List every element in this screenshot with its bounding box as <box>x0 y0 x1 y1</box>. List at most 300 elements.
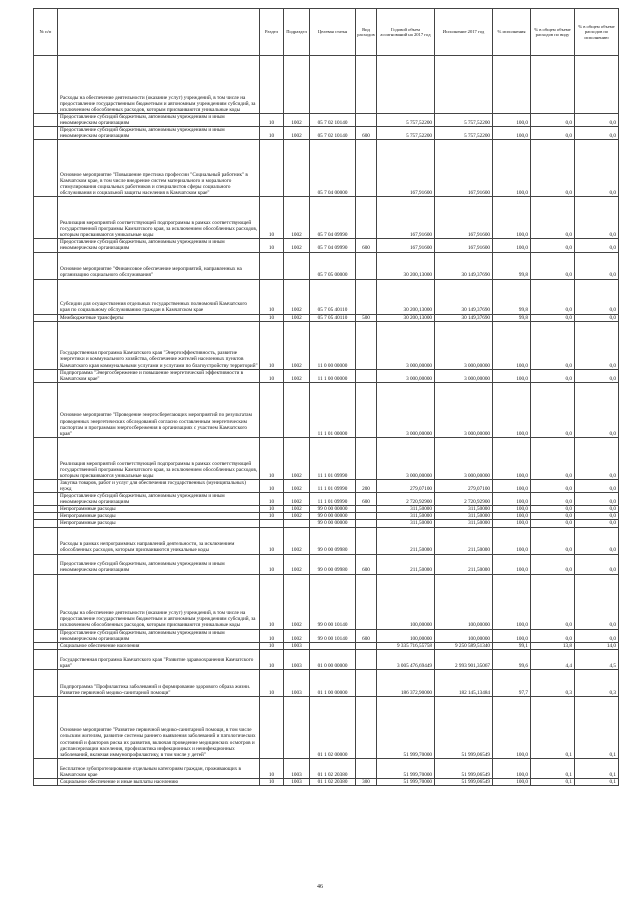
row-executed: 3 000,00000 <box>435 382 493 437</box>
table-row <box>34 778 619 785</box>
row-num <box>34 669 58 696</box>
row-razdel <box>260 520 284 527</box>
row-planned: 167,91600 <box>377 197 435 239</box>
row-share-exec: 0,1 <box>575 778 619 785</box>
row-share-type: 0,0 <box>531 493 575 506</box>
row-razdel: 10 <box>260 642 284 649</box>
row-share-exec: 0,0 <box>575 629 619 642</box>
row-share-type <box>531 56 575 114</box>
table-row <box>34 114 619 127</box>
header-share-exec: % в общем объеме расходов по исполнению <box>575 9 619 56</box>
row-share-exec: 0,3 <box>575 669 619 696</box>
row-expense-type <box>356 642 377 649</box>
row-target-article: 11 1 01 00000 <box>310 382 356 437</box>
row-executed: 279,07100 <box>435 479 493 492</box>
row-percent: 100,0 <box>493 239 531 252</box>
row-share-type: 0,0 <box>531 554 575 574</box>
table-row <box>34 513 619 520</box>
row-target-article: 05 7 04 00000 <box>310 140 356 197</box>
row-name: Непрограммные расходы <box>58 506 260 513</box>
row-name: Предоставление субсидий бюджетным, автономным учреждениям и иным некоммерческим организациям <box>58 127 260 140</box>
row-num <box>34 56 58 114</box>
row-razdel: 10 <box>260 574 284 629</box>
row-num <box>34 554 58 574</box>
row-executed: 311,50000 <box>435 506 493 513</box>
row-executed: 3 000,00000 <box>435 369 493 382</box>
header-executed: Исполнение 2017 год <box>435 9 493 56</box>
row-percent: 100,0 <box>493 778 531 785</box>
row-name: Социальное обеспечение и иные выплаты населению <box>58 778 260 785</box>
row-share-exec: 0,0 <box>575 506 619 513</box>
row-executed: 100,00000 <box>435 574 493 629</box>
row-share-exec: 0,0 <box>575 493 619 506</box>
row-executed: 9 250 589,51340 <box>435 642 493 649</box>
row-planned: 3 000,00000 <box>377 437 435 479</box>
row-share-exec: 0,0 <box>575 314 619 321</box>
row-share-exec: 0,0 <box>575 369 619 382</box>
row-name: Непрограммные расходы <box>58 513 260 520</box>
row-razdel: 10 <box>260 758 284 778</box>
row-razdel: 10 <box>260 669 284 696</box>
table-row <box>34 239 619 252</box>
table-header-row <box>34 9 619 56</box>
row-share-type: 0,1 <box>531 778 575 785</box>
row-executed: 51 999,06549 <box>435 696 493 758</box>
table-row <box>34 437 619 479</box>
row-share-exec: 0,0 <box>575 252 619 279</box>
row-share-type: 0,0 <box>531 479 575 492</box>
row-planned: 186 372,90000 <box>377 669 435 696</box>
row-name: Предоставление субсидий бюджетным, автономным учреждениям и иным некоммерческим организациям <box>58 114 260 127</box>
row-razdel: 10 <box>260 629 284 642</box>
table-row <box>34 382 619 437</box>
row-num <box>34 758 58 778</box>
row-num <box>34 382 58 437</box>
row-executed: 100,00000 <box>435 629 493 642</box>
row-planned: 167,91600 <box>377 140 435 197</box>
row-name: Предоставление субсидий бюджетным, автономным учреждениям и иным некоммерческим организациям <box>58 239 260 252</box>
row-name: Закупка товаров, работ и услуг для обеспечения государственных (муниципальных) нужд <box>58 479 260 492</box>
row-razdel: 10 <box>260 197 284 239</box>
row-podrazdel: 1002 <box>284 506 310 513</box>
row-target-article: 11 1 01 09990 <box>310 437 356 479</box>
row-podrazdel: 1003 <box>284 642 310 649</box>
row-expense-type <box>356 437 377 479</box>
row-name: Субсидии для осуществления отдельных государственных полномочий Камчатского края по социальному обслуживанию граждан в Камчатском крае <box>58 279 260 314</box>
row-num <box>34 642 58 649</box>
table-row <box>34 56 619 114</box>
row-podrazdel: 1002 <box>284 493 310 506</box>
row-num <box>34 279 58 314</box>
row-razdel: 10 <box>260 279 284 314</box>
row-expense-type <box>356 758 377 778</box>
row-podrazdel: 1003 <box>284 649 310 669</box>
row-name: Основное мероприятие "Развитие первичной медико-санитарной помощи, в том числе сельским жителям, развитие системы раннего выявления заболеваний и патологических состояний и факторов риска их развития, включая проведение медицинских осмотров и диспансеризации населения, профилактика инфекционных и неинфекционных заболеваний, включая иммунопрофилактику, в том числе у детей" <box>58 696 260 758</box>
row-planned: 51 999,70000 <box>377 696 435 758</box>
row-executed: 5 757,52200 <box>435 127 493 140</box>
header-razdel: Раздел <box>260 9 284 56</box>
row-percent: 100,0 <box>493 479 531 492</box>
row-razdel <box>260 382 284 437</box>
row-num <box>34 696 58 758</box>
row-planned: 51 999,70000 <box>377 758 435 778</box>
row-share-exec: 0,1 <box>575 696 619 758</box>
row-percent: 100,0 <box>493 758 531 778</box>
row-share-type: 0,0 <box>531 279 575 314</box>
row-target-article: 11 0 00 00000 <box>310 321 356 369</box>
row-num <box>34 778 58 785</box>
row-podrazdel: 1002 <box>284 197 310 239</box>
row-percent: 100,0 <box>493 197 531 239</box>
row-share-type: 0,0 <box>531 252 575 279</box>
row-podrazdel: 1003 <box>284 669 310 696</box>
row-executed: 51 999,06549 <box>435 778 493 785</box>
row-percent: 100,0 <box>493 493 531 506</box>
row-planned: 30 200,13000 <box>377 252 435 279</box>
row-share-exec: 0,1 <box>575 758 619 778</box>
row-percent: 99,8 <box>493 252 531 279</box>
row-share-exec: 0,0 <box>575 527 619 554</box>
row-num <box>34 649 58 669</box>
row-razdel: 10 <box>260 778 284 785</box>
row-share-exec: 0,0 <box>575 437 619 479</box>
row-share-type: 0,1 <box>531 696 575 758</box>
row-num <box>34 520 58 527</box>
row-name: Государственная программа Камчатского края "Энергоэффективность, развитие энергетики и коммунального хозяйства, обеспечение жителей населенных пунктов Камчатского края коммунальными услугами и услугами по благоустройству территорий" <box>58 321 260 369</box>
row-share-exec: 0,0 <box>575 513 619 520</box>
row-podrazdel <box>284 696 310 758</box>
row-num <box>34 369 58 382</box>
row-share-exec: 0,0 <box>575 382 619 437</box>
row-percent: 100,0 <box>493 513 531 520</box>
row-name: Расходы на обеспечение деятельности (оказание услуг) учреждений, в том числе на предоставление государственным бюджетным и автономным учреждениям субсидий, за исключением обособленных расходов, которым присваиваются уникальные коды <box>58 574 260 629</box>
row-podrazdel: 1002 <box>284 369 310 382</box>
row-num <box>34 437 58 479</box>
row-expense-type <box>356 140 377 197</box>
row-razdel: 10 <box>260 493 284 506</box>
row-name: Реализация мероприятий соответствующей подпрограммы в рамках соответствующей государственной программы Камчатского края, за исключением обособленных расходов, которым присваиваются уникальные коды <box>58 197 260 239</box>
row-name: Основное мероприятие "Повышение престижа профессии "Социальный работник" в Камчатском крае, в том числе внедрение систем материального и морального стимулирования социальных работников и специалистов сферы социального обслуживания и социальной защиты населения в Камчатском крае" <box>58 140 260 197</box>
row-razdel: 10 <box>260 479 284 492</box>
row-target-article: 99 0 00 00000 <box>310 520 356 527</box>
row-expense-type <box>356 382 377 437</box>
row-planned: 30 200,13000 <box>377 314 435 321</box>
row-share-type: 0,0 <box>531 197 575 239</box>
row-razdel: 10 <box>260 369 284 382</box>
table-row <box>34 252 619 279</box>
row-target-article: 01 1 02 00000 <box>310 696 356 758</box>
row-percent: 99,8 <box>493 279 531 314</box>
row-percent: 100,0 <box>493 369 531 382</box>
row-razdel: 10 <box>260 513 284 520</box>
row-target-article: 05 7 04 09990 <box>310 197 356 239</box>
row-share-type: 0,0 <box>531 574 575 629</box>
table-row <box>34 696 619 758</box>
row-executed: 5 757,52200 <box>435 114 493 127</box>
table-row <box>34 629 619 642</box>
row-target-article: 01 0 00 00000 <box>310 649 356 669</box>
row-razdel: 10 <box>260 114 284 127</box>
row-share-type: 13,8 <box>531 642 575 649</box>
row-num <box>34 127 58 140</box>
row-share-exec: 0,0 <box>575 114 619 127</box>
row-share-exec: 0,0 <box>575 279 619 314</box>
budget-report-sheet <box>33 8 618 786</box>
row-executed: 3 000,00000 <box>435 321 493 369</box>
row-target-article: 11 1 01 09990 <box>310 479 356 492</box>
row-share-exec <box>575 56 619 114</box>
header-expense-type: Вид расходов <box>356 9 377 56</box>
row-razdel: 10 <box>260 314 284 321</box>
row-podrazdel <box>284 140 310 197</box>
row-name: Бесплатное зубопротезирование отдельным категориям граждан, проживающих в Камчатском крае <box>58 758 260 778</box>
row-planned: 51 999,70000 <box>377 778 435 785</box>
row-target-article: 99 0 00 00000 <box>310 513 356 520</box>
row-target-article: 99 0 00 10140 <box>310 574 356 629</box>
row-target-article: 01 1 02 20380 <box>310 778 356 785</box>
row-num <box>34 513 58 520</box>
row-podrazdel: 1002 <box>284 279 310 314</box>
table-row <box>34 642 619 649</box>
row-podrazdel: 1002 <box>284 114 310 127</box>
row-expense-type <box>356 669 377 696</box>
row-executed: 182 145,13484 <box>435 669 493 696</box>
header-share-type: % в общем объеме расходов по виду <box>531 9 575 56</box>
row-name: Подпрограмма "Профилактика заболеваний и формирование здорового образа жизни. Развитие первичной медико-санитарной помощи" <box>58 669 260 696</box>
row-expense-type <box>356 506 377 513</box>
row-planned: 167,91600 <box>377 239 435 252</box>
row-num <box>34 493 58 506</box>
row-razdel: 10 <box>260 649 284 669</box>
row-expense-type: 600 <box>356 127 377 140</box>
row-share-type: 0,0 <box>531 321 575 369</box>
table-row <box>34 479 619 492</box>
row-planned: 3 005 476,69449 <box>377 649 435 669</box>
header-planned: Годовой объем ассигнований на 2017 год <box>377 9 435 56</box>
row-razdel: 10 <box>260 554 284 574</box>
row-percent: 100,0 <box>493 114 531 127</box>
row-executed: 167,91600 <box>435 239 493 252</box>
row-percent: 100,0 <box>493 554 531 574</box>
row-planned: 3 000,00000 <box>377 321 435 369</box>
row-share-type: 0,1 <box>531 758 575 778</box>
row-planned: 100,00000 <box>377 574 435 629</box>
row-share-type: 0,0 <box>531 520 575 527</box>
row-planned: 311,50000 <box>377 520 435 527</box>
row-share-type: 0,0 <box>531 437 575 479</box>
row-name: Расходы на обеспечение деятельности (оказание услуг) учреждений, в том числе на предоставление государственным бюджетным и автономным учреждениям субсидий, за исключением обособленных расходов, которым присваиваются уникальные коды <box>58 56 260 114</box>
row-num <box>34 114 58 127</box>
row-percent: 100,0 <box>493 629 531 642</box>
row-executed: 2 720,92900 <box>435 493 493 506</box>
row-percent: 100,0 <box>493 127 531 140</box>
row-share-type: 0,0 <box>531 513 575 520</box>
row-podrazdel: 1002 <box>284 527 310 554</box>
row-expense-type <box>356 369 377 382</box>
row-share-exec: 0,0 <box>575 127 619 140</box>
row-expense-type <box>356 56 377 114</box>
header-podrazdel: Подраздел <box>284 9 310 56</box>
row-target-article <box>310 56 356 114</box>
row-share-type: 0,0 <box>531 140 575 197</box>
table-row <box>34 527 619 554</box>
row-share-exec: 0,0 <box>575 321 619 369</box>
row-name: Основное мероприятие "Финансовое обеспечение мероприятий, направленных на организацию социального обслуживания" <box>58 252 260 279</box>
row-planned: 279,07100 <box>377 479 435 492</box>
row-planned: 211,50000 <box>377 554 435 574</box>
row-num <box>34 506 58 513</box>
row-executed: 30 149,37690 <box>435 279 493 314</box>
row-expense-type <box>356 520 377 527</box>
row-num <box>34 140 58 197</box>
row-executed: 211,50000 <box>435 527 493 554</box>
row-expense-type <box>356 649 377 669</box>
table-row <box>34 554 619 574</box>
row-executed: 2 993 901,35067 <box>435 649 493 669</box>
row-share-type: 0,0 <box>531 369 575 382</box>
row-expense-type: 600 <box>356 554 377 574</box>
row-razdel: 10 <box>260 437 284 479</box>
row-target-article: 99 0 00 10140 <box>310 629 356 642</box>
row-percent: 100,0 <box>493 527 531 554</box>
row-podrazdel: 1002 <box>284 574 310 629</box>
row-num <box>34 197 58 239</box>
row-podrazdel: 1002 <box>284 629 310 642</box>
row-executed: 51 999,06549 <box>435 758 493 778</box>
row-share-type: 0,0 <box>531 314 575 321</box>
table-row <box>34 574 619 629</box>
row-planned: 30 200,13000 <box>377 279 435 314</box>
row-expense-type <box>356 527 377 554</box>
row-num <box>34 314 58 321</box>
table-row <box>34 197 619 239</box>
row-razdel <box>260 56 284 114</box>
row-executed: 30 149,37690 <box>435 314 493 321</box>
header-percent: % исполнения <box>493 9 531 56</box>
row-razdel <box>260 140 284 197</box>
row-expense-type: 600 <box>356 239 377 252</box>
row-target-article <box>310 642 356 649</box>
row-razdel: 10 <box>260 321 284 369</box>
row-num <box>34 239 58 252</box>
table-row <box>34 314 619 321</box>
row-percent: 99,8 <box>493 314 531 321</box>
row-percent: 100,0 <box>493 696 531 758</box>
row-share-exec: 0,0 <box>575 197 619 239</box>
row-share-exec: 0,0 <box>575 574 619 629</box>
row-razdel: 10 <box>260 239 284 252</box>
row-name: Социальное обеспечение населения <box>58 642 260 649</box>
row-name: Межбюджетные трансферты <box>58 314 260 321</box>
row-expense-type: 200 <box>356 479 377 492</box>
row-planned: 311,50000 <box>377 513 435 520</box>
row-share-type: 0,0 <box>531 127 575 140</box>
row-name: Государственная программа Камчатского края "Развитие здравоохранения Камчатского края" <box>58 649 260 669</box>
row-share-type: 0,0 <box>531 506 575 513</box>
row-target-article: 05 7 02 10140 <box>310 127 356 140</box>
row-executed: 211,50000 <box>435 554 493 574</box>
row-podrazdel <box>284 56 310 114</box>
row-planned: 3 000,00000 <box>377 369 435 382</box>
row-expense-type <box>356 279 377 314</box>
table-row <box>34 649 619 669</box>
row-target-article: 99 0 00 09980 <box>310 554 356 574</box>
row-target-article: 11 1 01 09990 <box>310 493 356 506</box>
table-row <box>34 669 619 696</box>
row-share-exec: 4,5 <box>575 649 619 669</box>
row-percent: 100,0 <box>493 382 531 437</box>
row-podrazdel: 1003 <box>284 758 310 778</box>
row-share-type: 0,3 <box>531 669 575 696</box>
row-num <box>34 629 58 642</box>
row-target-article: 99 0 00 09980 <box>310 527 356 554</box>
row-planned: 2 720,92900 <box>377 493 435 506</box>
row-target-article: 11 1 00 00000 <box>310 369 356 382</box>
row-expense-type: 600 <box>356 629 377 642</box>
row-share-exec: 0,0 <box>575 479 619 492</box>
row-share-type: 0,0 <box>531 527 575 554</box>
row-share-exec: 14,0 <box>575 642 619 649</box>
row-num <box>34 527 58 554</box>
row-planned: 3 000,00000 <box>377 382 435 437</box>
table-row <box>34 758 619 778</box>
table-row <box>34 127 619 140</box>
row-executed <box>435 56 493 114</box>
row-planned: 100,00000 <box>377 629 435 642</box>
row-podrazdel: 1002 <box>284 314 310 321</box>
row-num <box>34 574 58 629</box>
row-name: Предоставление субсидий бюджетным, автономным учреждениям и иным некоммерческим организациям <box>58 554 260 574</box>
row-percent: 100,0 <box>493 437 531 479</box>
row-name: Непрограммные расходы <box>58 520 260 527</box>
row-expense-type <box>356 321 377 369</box>
table-row <box>34 140 619 197</box>
row-planned: 5 757,52200 <box>377 114 435 127</box>
row-planned: 211,50000 <box>377 527 435 554</box>
row-expense-type <box>356 574 377 629</box>
row-podrazdel: 1003 <box>284 778 310 785</box>
row-executed: 167,91600 <box>435 140 493 197</box>
table-row <box>34 369 619 382</box>
row-executed: 311,50000 <box>435 520 493 527</box>
row-executed: 30 149,37690 <box>435 252 493 279</box>
header-name <box>58 9 260 56</box>
row-razdel <box>260 252 284 279</box>
row-podrazdel: 1002 <box>284 127 310 140</box>
row-percent: 100,0 <box>493 506 531 513</box>
row-podrazdel <box>284 252 310 279</box>
table-row <box>34 493 619 506</box>
row-podrazdel <box>284 520 310 527</box>
row-planned <box>377 56 435 114</box>
row-razdel: 10 <box>260 506 284 513</box>
row-percent <box>493 56 531 114</box>
row-podrazdel: 1002 <box>284 479 310 492</box>
row-name: Подпрограмма "Энергосбережение и повышение энергетической эффективности в Камчатском крае" <box>58 369 260 382</box>
row-num <box>34 479 58 492</box>
row-expense-type <box>356 252 377 279</box>
row-percent: 100,0 <box>493 321 531 369</box>
row-executed: 3 000,00000 <box>435 437 493 479</box>
row-podrazdel: 1002 <box>284 554 310 574</box>
row-expense-type: 500 <box>356 314 377 321</box>
row-percent: 97,7 <box>493 669 531 696</box>
header-num: № п/п <box>34 9 58 56</box>
row-name: Предоставление субсидий бюджетным, автономным учреждениям и иным некоммерческим организациям <box>58 629 260 642</box>
row-percent: 99,6 <box>493 649 531 669</box>
row-expense-type: 600 <box>356 493 377 506</box>
row-expense-type <box>356 114 377 127</box>
